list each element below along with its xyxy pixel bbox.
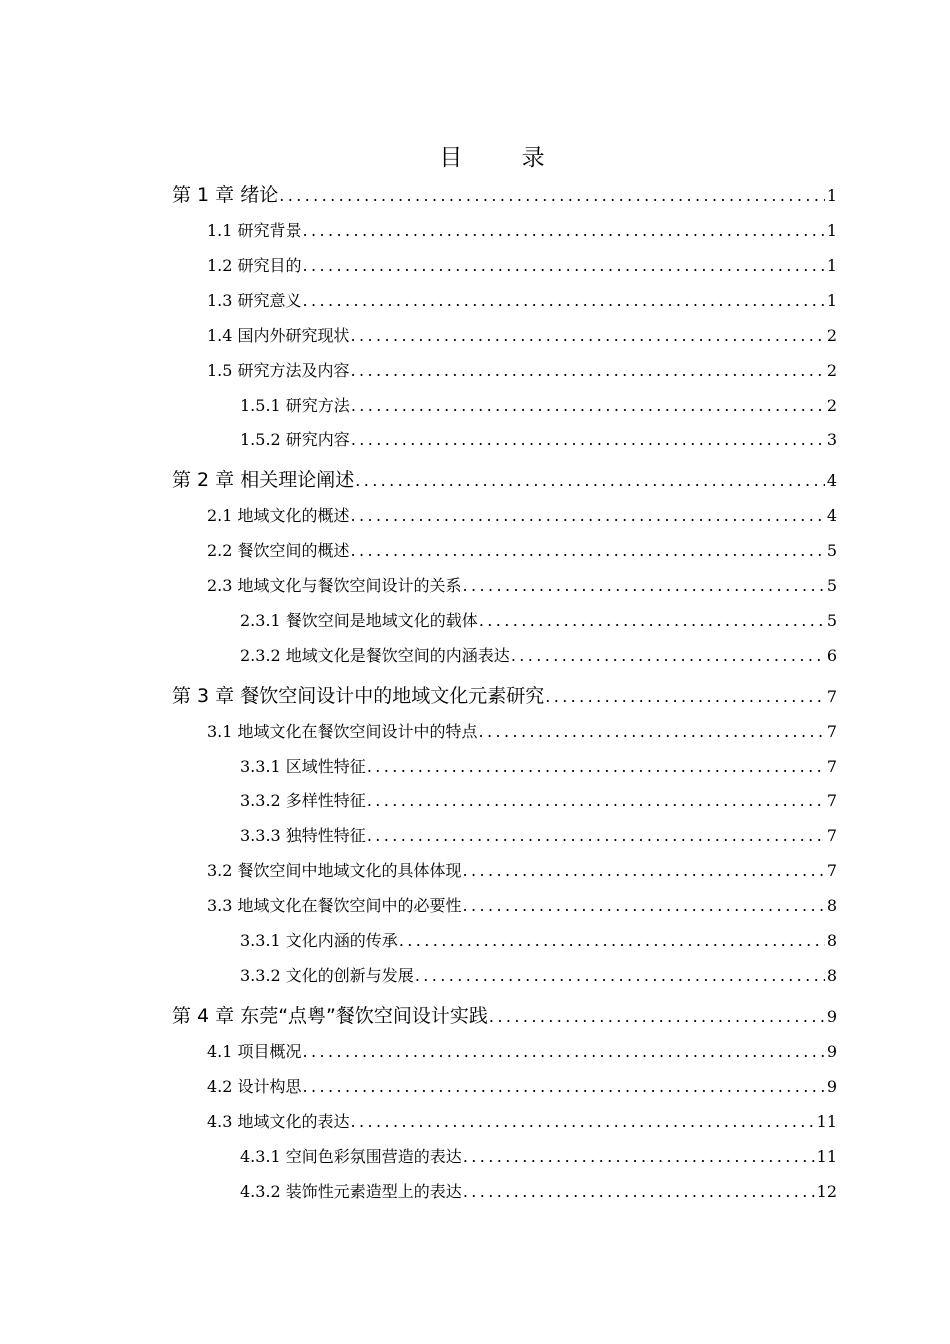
toc-chapter-entry <box>172 681 837 708</box>
toc-dot-leader <box>399 931 825 950</box>
toc-entry-title: 2.3 地域文化与餐饮空间设计的关系 <box>207 576 462 595</box>
toc-subsection-entry <box>240 823 837 846</box>
toc-entry-title: 1.4 国内外研究现状 <box>207 326 350 345</box>
toc-dot-leader <box>367 757 825 776</box>
toc-subsection-entry <box>240 928 837 951</box>
toc-entry-title: 1.2 研究目的 <box>207 256 302 275</box>
toc-dot-leader <box>545 687 825 706</box>
toc-chapter-entry <box>172 465 837 492</box>
toc-page-number: 7 <box>826 861 837 880</box>
toc-dot-leader <box>351 506 825 525</box>
toc-page-number: 11 <box>816 1147 837 1166</box>
toc-dot-leader <box>351 541 825 560</box>
toc-page-number: 9 <box>826 1042 837 1061</box>
toc-dot-leader <box>303 221 825 240</box>
toc-page-number: 12 <box>816 1182 837 1201</box>
toc-subsection-entry <box>240 788 837 811</box>
toc-entry-title: 1.5.1 研究方法 <box>240 396 350 415</box>
toc-entry-title: 第 3 章 餐饮空间设计中的地域文化元素研究 <box>172 685 545 707</box>
toc-section-entry <box>207 1039 837 1062</box>
toc-section-entry <box>207 573 837 596</box>
toc-entry-title: 3.3.1 区域性特征 <box>240 757 366 776</box>
toc-chapter-entry <box>172 180 837 207</box>
toc-entry-title: 2.1 地域文化的概述 <box>207 506 350 525</box>
toc-dot-leader <box>463 1182 815 1201</box>
toc-subsection-entry <box>240 608 837 631</box>
toc-page-number: 6 <box>826 646 837 665</box>
toc-entry-title: 3.1 地域文化在餐饮空间设计中的特点 <box>207 722 478 741</box>
toc-page-number: 2 <box>826 326 837 345</box>
toc-dot-leader <box>367 791 825 810</box>
toc-page-number: 4 <box>826 506 837 525</box>
toc-page-number: 7 <box>826 757 837 776</box>
toc-entry-title: 1.3 研究意义 <box>207 291 302 310</box>
toc-page-number: 2 <box>826 396 837 415</box>
toc-entry-title: 1.1 研究背景 <box>207 221 302 240</box>
toc-page-number: 1 <box>826 221 837 240</box>
toc-entry-title: 3.3.2 文化的创新与发展 <box>240 966 414 985</box>
toc-section-entry <box>207 503 837 526</box>
toc-entry-title: 3.3.2 多样性特征 <box>240 791 366 810</box>
toc-page-number: 8 <box>826 966 837 985</box>
toc-dot-leader <box>463 576 825 595</box>
toc-dot-leader <box>511 646 825 665</box>
toc-section-entry <box>207 858 837 881</box>
toc-entry-title: 第 2 章 相关理论阐述 <box>172 469 355 491</box>
toc-dot-leader <box>303 1042 825 1061</box>
toc-subsection-entry <box>240 1179 837 1202</box>
toc-page-number: 7 <box>826 687 837 706</box>
toc-entry-title: 3.3 地域文化在餐饮空间中的必要性 <box>207 896 462 915</box>
toc-subsection-entry <box>240 643 837 666</box>
toc-page-number: 5 <box>826 576 837 595</box>
toc-page-number: 3 <box>826 430 837 449</box>
toc-dot-leader <box>463 861 825 880</box>
toc-subsection-entry <box>240 1144 837 1167</box>
toc-dot-leader <box>351 361 825 380</box>
toc-dot-leader <box>303 256 825 275</box>
toc-page-number: 9 <box>826 1007 837 1026</box>
toc-dot-leader <box>479 611 825 630</box>
toc-dot-leader <box>415 966 825 985</box>
toc-entry-title: 3.3.1 文化内涵的传承 <box>240 931 398 950</box>
toc-dot-leader <box>463 896 825 915</box>
toc-entry-title: 3.3.3 独特性特征 <box>240 826 366 845</box>
toc-entry-title: 1.5.2 研究内容 <box>240 430 350 449</box>
toc-entry-title: 4.2 设计构思 <box>207 1077 302 1096</box>
toc-entry-title: 4.3.1 空间色彩氛围营造的表达 <box>240 1147 462 1166</box>
toc-chapter-entry <box>172 1001 837 1028</box>
toc-section-entry <box>207 893 837 916</box>
toc-section-entry <box>207 323 837 346</box>
toc-page-number: 7 <box>826 791 837 810</box>
toc-subsection-entry <box>240 754 837 777</box>
toc-page-number: 9 <box>826 1077 837 1096</box>
toc-entry-title: 3.2 餐饮空间中地域文化的具体体现 <box>207 861 462 880</box>
toc-entry-title: 2.3.2 地域文化是餐饮空间的内涵表达 <box>240 646 510 665</box>
toc-dot-leader <box>463 1147 815 1166</box>
toc-dot-leader <box>367 826 825 845</box>
toc-entry-title: 4.3.2 装饰性元素造型上的表达 <box>240 1182 462 1201</box>
toc-page-number: 5 <box>826 541 837 560</box>
toc-entry-title: 4.1 项目概况 <box>207 1042 302 1061</box>
toc-dot-leader <box>303 1077 825 1096</box>
toc-page-number: 7 <box>826 722 837 741</box>
toc-dot-leader <box>479 722 825 741</box>
toc-page-number: 8 <box>826 931 837 950</box>
toc-page-number: 8 <box>826 896 837 915</box>
toc-page-number: 1 <box>826 291 837 310</box>
toc-subsection-entry <box>240 393 837 416</box>
toc-dot-leader <box>489 1007 825 1026</box>
toc-section-entry <box>207 253 837 276</box>
toc-entry-title: 1.5 研究方法及内容 <box>207 361 350 380</box>
toc-dot-leader <box>355 471 825 490</box>
toc-dot-leader <box>351 1112 815 1131</box>
toc-dot-leader <box>303 291 825 310</box>
toc-section-entry <box>207 538 837 561</box>
toc-section-entry <box>207 1109 837 1132</box>
toc-page-number: 1 <box>826 256 837 275</box>
toc-page-number: 1 <box>826 186 837 205</box>
toc-section-entry <box>207 1074 837 1097</box>
toc-page-number: 7 <box>826 826 837 845</box>
toc-section-entry <box>207 719 837 742</box>
toc-entry-title: 2.2 餐饮空间的概述 <box>207 541 350 560</box>
toc-dot-leader <box>351 326 825 345</box>
page-title: 目 录 <box>439 145 571 172</box>
toc-dot-leader <box>351 430 825 449</box>
toc-page-number: 4 <box>826 471 837 490</box>
toc-page-number: 2 <box>826 361 837 380</box>
toc-subsection-entry <box>240 963 837 986</box>
toc-subsection-entry <box>240 427 837 450</box>
toc-entry-title: 第 1 章 绪论 <box>172 184 279 206</box>
toc-dot-leader <box>279 186 825 205</box>
toc-page-number: 11 <box>816 1112 837 1131</box>
toc-entry-title: 2.3.1 餐饮空间是地域文化的载体 <box>240 611 478 630</box>
toc-entry-title: 第 4 章 东莞“点粤”餐饮空间设计实践 <box>172 1005 488 1027</box>
toc-section-entry <box>207 218 837 241</box>
toc-dot-leader <box>351 396 825 415</box>
toc-page-number: 5 <box>826 611 837 630</box>
toc-section-entry <box>207 358 837 381</box>
toc-entry-title: 4.3 地域文化的表达 <box>207 1112 350 1131</box>
toc-section-entry <box>207 288 837 311</box>
